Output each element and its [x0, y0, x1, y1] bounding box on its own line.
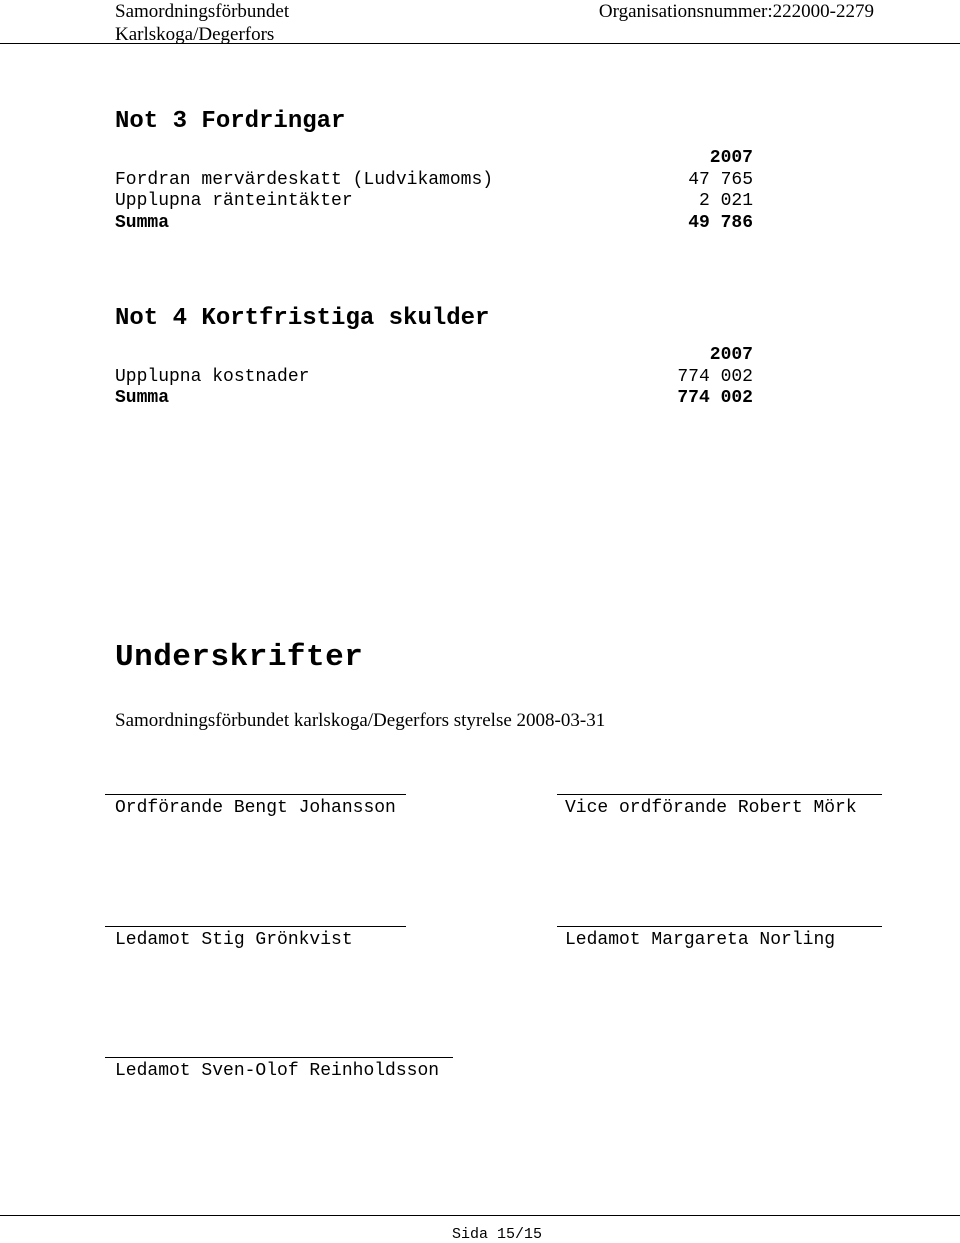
signature-line — [105, 794, 406, 795]
table-row — [115, 367, 753, 389]
header-divider — [0, 43, 960, 44]
signer-name: Vice ordförande Robert Mörk — [565, 798, 857, 818]
note3-title: Not 3 Fordringar — [115, 108, 346, 135]
footer-divider — [0, 1215, 960, 1216]
note3-table — [115, 148, 753, 234]
page-number: Sida 15/15 — [451, 1226, 542, 1243]
note4-total-value: 774 002 — [677, 388, 753, 408]
signatures-heading: Underskrifter — [115, 640, 364, 675]
page-header-organization — [115, 0, 289, 46]
note3-total-value: 49 786 — [688, 212, 753, 233]
signer-name: Ledamot Stig Grönkvist — [115, 930, 353, 950]
signer-name: Ordförande Bengt Johansson — [115, 798, 396, 818]
note3-year: 2007 — [709, 148, 753, 168]
signature-line — [557, 794, 882, 795]
header-org-location: Karlskoga/Degerfors — [115, 24, 275, 45]
signatures-subtitle: Samordningsförbundet karlskoga/Degerfors styrelse 2008-03-31 — [115, 710, 606, 731]
signature-line — [105, 1057, 453, 1058]
note3-row-value: 2 021 — [698, 191, 753, 211]
note4-year-row — [115, 345, 753, 367]
note3-row-label: Fordran mervärdeskatt (Ludvikamoms) — [115, 169, 494, 190]
signer-name: Ledamot Sven-Olof Reinholdsson — [115, 1061, 440, 1081]
note3-row-label: Upplupna ränteintäkter — [115, 191, 353, 211]
note4-table — [115, 345, 753, 410]
note3-total-row — [115, 213, 753, 235]
note4-row-value: 774 002 — [677, 366, 753, 387]
table-row — [115, 170, 753, 192]
note4-title: Not 4 Kortfristiga skulder — [115, 305, 490, 332]
note4-year: 2007 — [709, 345, 753, 365]
header-org-number: Organisationsnummer:222000-2279 — [598, 1, 874, 22]
table-row — [115, 191, 753, 213]
note4-total-label: Summa — [115, 388, 170, 408]
note3-year-row — [115, 148, 753, 170]
note4-row-label: Upplupna kostnader — [115, 366, 310, 387]
signer-name: Ledamot Margareta Norling — [565, 930, 836, 950]
note4-total-row — [115, 388, 753, 410]
signature-line — [105, 926, 406, 927]
signature-line — [557, 926, 882, 927]
note3-total-label: Summa — [115, 212, 170, 233]
note3-row-value: 47 765 — [688, 169, 753, 190]
header-org-name: Samordningsförbundet — [115, 1, 290, 22]
